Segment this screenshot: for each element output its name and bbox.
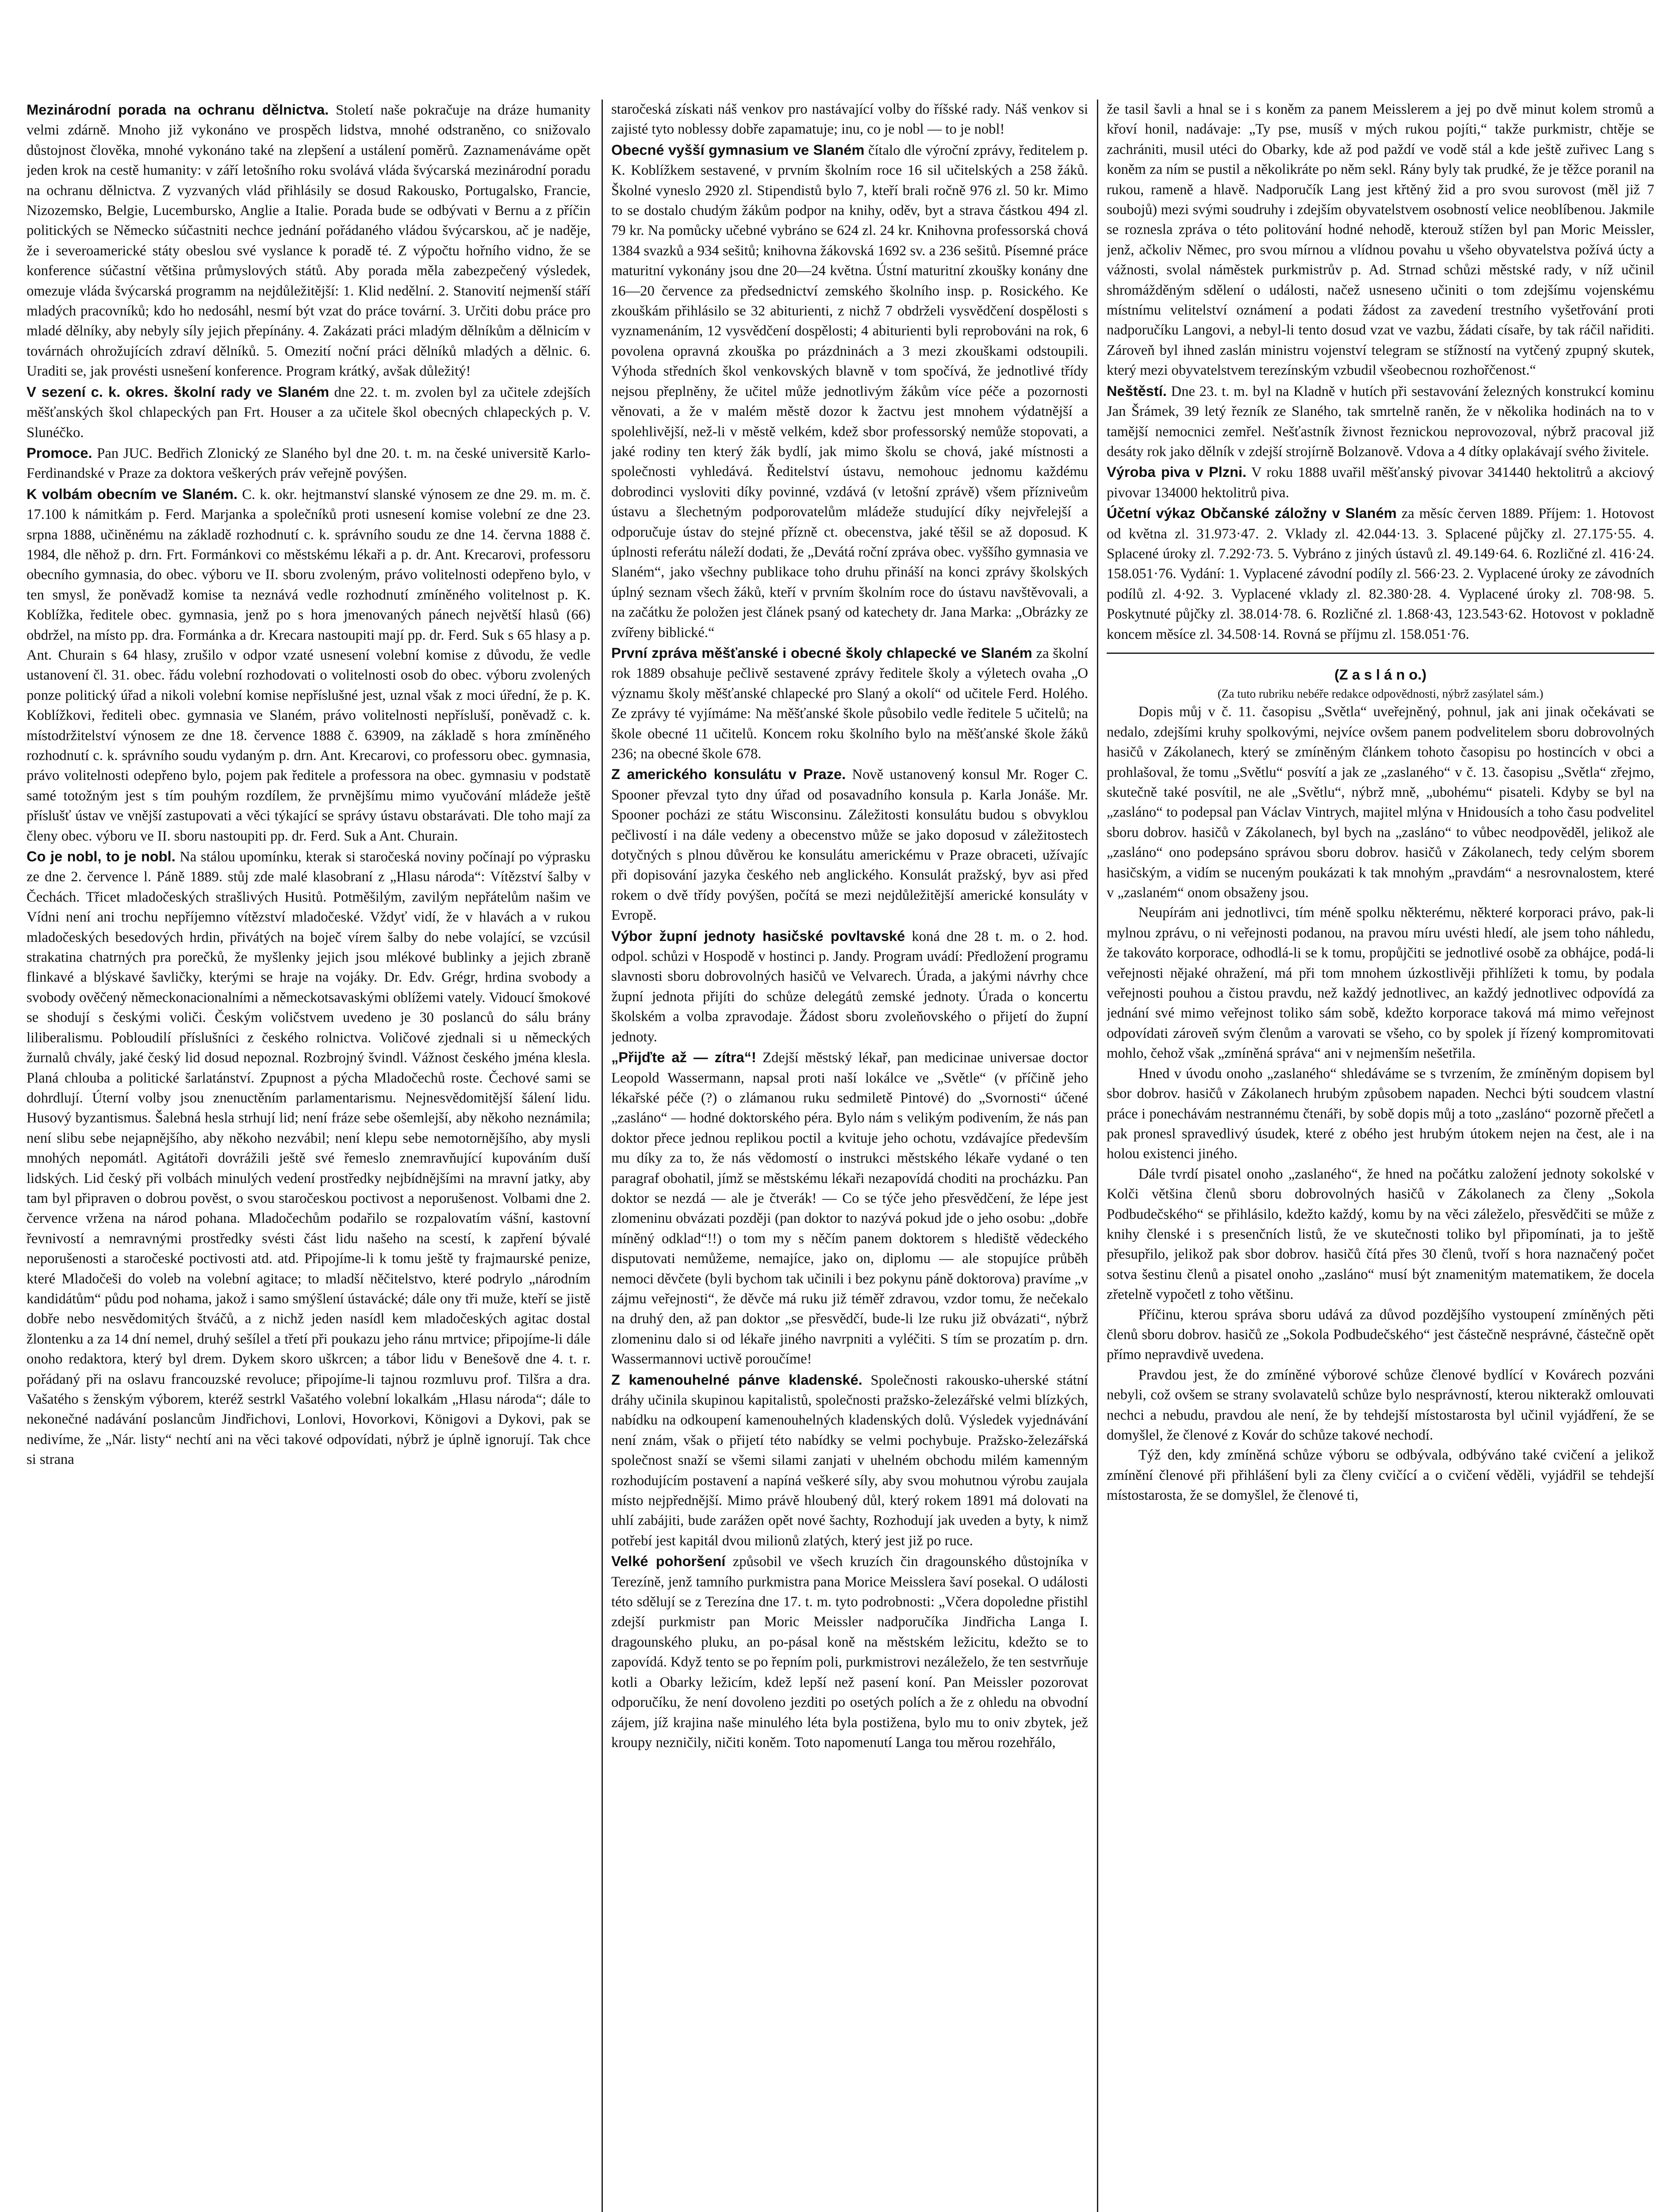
article-headline: Výroba piva v Plzni. <box>1107 464 1247 480</box>
article-paragraph <box>1107 664 1654 685</box>
article-paragraph <box>1107 1365 1654 1446</box>
article-paragraph <box>27 846 590 1470</box>
article-text: Týž den, kdy zmíněná schůze výboru se odbývala, odbýváno také cvičení a jelikož zmínění členové při přihlášení byli za členy cvičící a o cvičení věděli, vyjádřil se tehdejší místostarosta, že se domyšlel, že členové ti, <box>1107 1447 1654 1504</box>
article-paragraph <box>611 100 1088 140</box>
article-headline: K volbám obecním ve Slaném. <box>27 485 238 502</box>
section-divider <box>1107 653 1654 654</box>
article-paragraph <box>27 443 590 484</box>
article-headline: Mezinárodní porada na ochranu dělnictva. <box>27 101 329 118</box>
article-text: Dne 23. t. m. byl na Kladně v hutích při sestavování železných konstrukcí kominu Jan Šrámek, 39 letý řezník ze Slaného, tak smrtelně raněn, že v několika hodinách na to v tamější nemocnici zemřel. Nešťastník živnost řeznickou neprovozoval, nýbrž pracoval již desáty rok jako dělník v zdejší strojírně Bolzanově. Vdova a 4 dítky oplakávají svého živitele. <box>1107 383 1654 460</box>
article-headline: Velké pohoršení <box>611 1553 726 1570</box>
article-text: čítalo dle výroční zprávy, ředitelem p. K. Koblížkem sestavené, v prvním školním roce 16 sil učitelských a 258 žáků. Školné vyneslo 2920 zl. Stipendistů bylo 7, kteří brali ročně 976 zl. 50 kr. Mimo to se dostalo chudým žákům podpor na knihy, oděv, byt a strava částkou 494 zl. 79 kr. Na pomůcky učebné vybráno se 624 zl. 24 kr. Knihovna professorská chová 1384 svazků a 934 sešitů; knihovna žákovská 1692 sv. a 236 sešitů. Písemné práce maturitní vykonány jsou dne 20—24 května. Ústní maturitní zkoušky konány dne 16—20 července za předsednictví zemského školního insp. p. Rosického. Ke zkouškám přihlásilo se 32 abiturienti, z nichž 7 obdrželi vysvědčení dospělosti s vyznamenáním, 12 vysvědčení dospělosti; 4 abiturienti byli reprobováni na rok, 6 povolena opravná zkouška po prázdninách a 3 mezi zkouškami odstoupili. Výhoda středních škol venkovských blavně v tom spočívá, že jednotlivé třídy nejsou přeplněny, že učitel může jednotlivým žákům více péče a pozornosti věnovati, a že v malém městě dozor k žactvu jest mnohem výdatnější a spolehlivější, než-li v městě velkém, kdež sbor professorský nemůže stopovati, a jaké rodiny ten který žák bydlí, jak mimo školu se chová, jaké místnosti a společnosti vyhledává. Ředitelství ústavu, nemohouc jednomu každému dobrodinci vysloviti díky povinné, vzdává (v letošní zprávě) všem přízniveům ústavu a šlechetným podporovatelům mládeže studující díky nejvřelejší a odporučuje ústav do stejné přízně ct. obecenstva, jaké těšil se až doposud. K úplnosti referátu náleží dodati, že „Devátá roční zpráva obec. vyššího gymnasia ve Slaném“, jako všechny publikace toho druhu přináší na konci zprávy školských úplný seznam všech žáků, kteří v prvním školním roce do ústavu navštěvovali, a na začátku že položen jest článek psaný od katechety dr. Jana Marka: „Obrázky ze zvířeny biblické.“ <box>611 142 1088 641</box>
article-paragraph <box>1107 903 1654 1064</box>
article-text: za měsíc červen 1889. Příjem: 1. Hotovost od května zl. 31.973·47. 2. Vklady zl. 42.044·13. 3. Splacené půjčky zl. 27.175·55. 4. Splacené úroky zl. 7.292·73. 5. Vybráno z jiných ústavů zl. 49.149·64. 6. Rozličné zl. 416·24. 158.051·76. Vydání: 1. Vyplacené závodní podíly zl. 566·23. 2. Vyplacené úroky ze závodních podílů zl. 4·92. 3. Vyplacené vklady zl. 82.380·28. 4. Vyplacené úroky zl. 708·98. 5. Poskytnuté půjčky zl. 38.014·78. 6. Rozličné zl. 1.868·43, 123.543·62. Hotovost v pokladně koncem měsíce zl. 34.508·14. Rovná se příjmu zl. 158.051·76. <box>1107 506 1654 642</box>
article-text: Zdejší městský lékař, pan medicinae universae doctor Leopold Wassermann, napsal proti naší lokálce ve „Světle“ (v příčině jeho lékařské péče (?) o zlámanou ruku sedmiletě Pintové) do „Svornosti“ účené „zasláno“ — hodné doktorského péra. Bylo nám s velikým podivením, že nás pan doktor přece jednou replikou poctil a kvituje jeho ochotu, vzdávajíce především mu díky za to, že nás vědomostí o instrukci městského lékaře vydané o ten paragraf obohatil, jímž se městskému lékaři nezapovídá choditi na procházku. Pan doktor se nezdá — ale je čtverák! — Co se týče jeho přesvědčení, že lépe jest zlomeninu obvázati později (pan doktor to nazývá pokud jde o jeho osobu: „dobře míněný odklad“!!) o tom my s něčím panem doktorem s hlediště vědeckého disputovati nemůžeme, nemajíce, jako on, diplomu — ale stopujíce průběh nemoci děvčete (byli bychom tak učinili i bez pokynu páně doktorova) pravíme „v zájmu veřejnosti“, že děvče má ruku již téměř zdravou, vzdor tomu, že nečekalo na druhý den, až pan doktor „se přesvědčí, bude-li lze ruku již obvázati“, nýbrž zlomeninu dalo si od lékaře jiného navrpniti a vyléčiti. S tím se prozatím p. drn. Wassermannovi uctivě poroučíme! <box>611 1050 1088 1367</box>
article-headline: Z kamenouhelné pánve kladenské. <box>611 1371 862 1388</box>
article-headline: Z amerického konsulátu v Praze. <box>611 766 846 783</box>
article-headline: První zpráva měšťanské i obecné školy chlapecké ve Slaném <box>611 644 1032 661</box>
article-paragraph <box>27 484 590 846</box>
article-text: Dopis můj v č. 11. časopisu „Světla“ uveřejněný, pohnul, jak ani jinak očekávati se nedalo, zdejšími kruhy spolkovými, nejvíce ovšem panem podvelitelem sboru dobrovolných hasičů v Zákolanech, který se zmíněným článkem tohoto časopisu po hostincích v obci a prohlašoval, že tomu „Světlu“ posvítí a jak ze „zaslaného“ v č. 13. časopisu „Světla“ zřejmo, skutečně také posvítil, ne ale „Světlu“, nýbrž mně, „ubohému“ pisateli. Kdyby se byl na „zasláno“ to podepsal pan Václav Vintrych, majitel mlýna v Hnidousích a toho času podvelitel sboru dobrov. hasičů v Zákolanech, byl bych na „zasláno“ to vůbec neodpověděl, jelikož ale „zasláno“ ono podepsáno správou sboru dobrov. hasičů v Zákolanech, tedy celým sborem hasičským, a vidím se nuceným poukázati k tak mnohým „pravdám“ a nesrovnalostem, které v „zaslaném“ onom obsaženy jsou. <box>1107 704 1654 901</box>
article-headline: Co je nobl, to je nobl. <box>27 848 176 865</box>
newspaper-page <box>27 100 1654 2212</box>
article-headline: Výbor župní jednoty hasičské povltavské <box>611 927 905 944</box>
article-headline: (Z a s l á n o.) <box>1334 666 1427 683</box>
article-paragraph <box>611 926 1088 1047</box>
article-paragraph <box>611 764 1088 926</box>
article-paragraph <box>27 382 590 443</box>
article-paragraph <box>27 100 590 382</box>
article-paragraph <box>611 1551 1088 1753</box>
article-text: staročeská získati náš venkov pro nastávající volby do říšské rady. Náš venkov si zajisté tyto noblessy dobře zapamatuje; inu, co je nobl — to je nobl! <box>611 101 1088 138</box>
article-text: Dále tvrdí pisatel onoho „zaslaného“, že hned na počátku založení jednoty sokolské v Kolči většina členů sboru dobrovolných hasičů v Zákolanech za členy „Sokola Podbudečského“ se přihlásilo, kdežto každý, komu by na věci záleželo, přesvědčiti se může z knihy členské i s presenčních listů, že ve skutečnosti toliko byl připomínati, ja to ještě přesupřilo, jelikož pak sbor dobrov. hasičů čítá přes 30 členů, tvoří s hora naznačený počet sotva šestinu členů a pisatel onoho „zasláno“ musí být znamenitým matematikem, že docela zřetelně vypočetl z toho většinu. <box>1107 1166 1654 1303</box>
article-headline: Promoce. <box>27 444 92 461</box>
article-text: Společnosti rakousko-uherské státní dráhy učinila skupinou kapitalistů, společnosti pražsko-železářské velmi blízkých, nabídku na odkoupení kamenouhelných kladenských dolů. Výsledek vyjednávání není znám, však o přijetí této nabídky se velmi pochybuje. Pražsko-železářská společnost snaží se všemi silami zanjati v uhelném obchodu milém kamenným rozhodujícím postavení a napíná veškeré síly, aby svou mohutnou výrobu zaujala místo nejpřednější. Mimo právě hloubený důl, který rokem 1891 má dolovati na uhlí zabájiti, bude zarážen opět nové šachty, Rozhodují jak uveden a byty, k nimž potřebí jest kapitál dvou milionů zlatých, který jest již po ruce. <box>611 1372 1088 1549</box>
article-text: Na stálou upomínku, kterak si staročeská noviny počínají po výprasku ze dne 2. července l. Páně 1889. stůj zde malé klasobraní z „Hlasu národa“: Vítězství šalby v Čechách. Třicet mladočeských strašlivých Husitů. Potměšilým, zavilým nepřátelům našim ve Vídni není ani trochu nepříjemno vítězství mladočeské. Vždyť vidí, že v hlavách a v rukou mladočeských besedových hrdin, přivátých na boječ vírem šalby do nebe volající, se vzcúsil strakatina chatrných pra porečků, že myšlenky jejich jsou mlékové bublinky a jejich zbraně flinkavé a blýskavé šavličky, kterými se hraje na vojáky. Dr. Edv. Grégr, hrdina svobody a svobody ověčený německonacionalními a německotsavaskými oblížemi vately. Vidoucí šmokové se shodují s českými voliči. Českým voličstvem uvedeno je 30 poslanců do sálu brány liliberalismu. Pobloudilí příslušníci z českého rolnictva. Voličové zjednali si u německých žurnalů chvály, jaké český lid dosud nepoznal. Rozbrojný švindl. Vážnost českého jména klesla. Planá chlouba a politické šarlatánství. Zpupnost a pýcha Mladočechů roste. Čechové sami se dohrdlují. Úterní volby jsou znenuctěním parlamentarismu. Nejnesvědomitější šálení lidu. Husový byzantismus. Šalebná hesla strhují lid; není fráze sebe ošemlejší, aby někoho neznámila; není slibu sebe nejapnějšího, aby někoho nezvábil; není klepu sebe nemotornějšího, aby mysli mnohých nepomátl. Agitátoři dovrážili ještě své řemeslo znemravňující kupováním duší lidských. Lid český při volbách minulých vedení prostředky nejbídnějšími na mravní jatky, aby tam byl připraven o dobrou pověst, o svou staročeskou poctivost a neporušenost. Volbami dne 2. července vržena na národ pohana. Mladočechům podařilo se rozpalovatím vášní, kastovní řevnivostí a nemravnými prostředky svésti část lidu našeho na scestí, k zapření bývalé neporušenosti a staročeské poctivosti atd. atd. Připojíme-li k tomu ještě ty frajmaurské penize, které Mladočeši do voleb na volební agitace; to mladší něčitelstvo, které podrylo „národním kandidátům“ půdu pod nohama, jakož i samo smýšlení ústavácké; dále ony tři muže, kteří se jistě dobře nebo nesvědomitých štváčů, a z nichž jeden nasídl kem mladočeských agitac dostal žlontenku a za 14 dní nemel, druhý sešílel a třetí při poukazu jeho ránu mrtvice; připojíme-li dále onoho redaktora, který byl drem. Dykem skoro uškrcen; a tábor lidu v Benešově dne 4. t. r. pořádaný při na oslavu francouzské revoluce; připojíme-li tajnou rozmluvu prof. Tilšra a dra. Vašatého s ženským výborem, kteréž sestrkl Vašatého volební lokalkám „Hlasu národa“; dále to nekonečné nadávání poslancům Jindřichovi, Lonlovi, Hovorkovi, Königovi a Dykovi, pak se nedivíme, že „Nár. listy“ nechtí ani na věci takové odpovídati, nýbrž je úplně ignorují. Tak chce si strana <box>27 849 590 1468</box>
article-text: za školní rok 1889 obsahuje pečlivě sestavené zprávy ředitele školy a výletech ovaha „O významu školy měšťanské chlapecké pro Slaný a okolí“ od učitele Ferd. Holého. Ze zprávy té vyjímáme: Na měšťanské škole působilo vedle ředitele 5 učitelů; na škole obecné 11 učitelů. Koncem roku školního bylo na měšťanské škole žáků 236; na obecné škole 678. <box>611 645 1088 762</box>
column-2 <box>611 100 1088 2212</box>
article-headline: Neštěstí. <box>1107 382 1167 399</box>
column-rule <box>602 100 603 2212</box>
article-text: Nově ustanovený konsul Mr. Roger C. Spooner převzal tyto dny úřad od posavadního konsula p. Karla Jonáše. Mr. Spooner pocházi ze státu Wisconsinu. Záležitosti konsulátu budou s obvyklou pečlivostí i na dále vedeny a obecenstvo může se jako doposud v záležitostech dotyčných s plnou důvěrou ke konsulátu americkému v Praze obraceti, užívajíc při dopisování jazyka českého neb anglického. Konsulát pražský, byv asi před rokem o dvě třídy povýšen, počítá se mezi nejdůležitější americké konsuláty v Evropě. <box>611 767 1088 924</box>
article-text: Století naše pokračuje na dráze humanity velmi zdárně. Mnoho již vykonáno ve prospěch lidstva, mnohé odstraněno, co snižovalo důstojnost člověka, mnohé vykonáno také na zlepšení a ustálení poměrů. Zaznamenáváme opět jeden krok na cestě humanity: v září letošního roku svolává vláda švýcarská mezinárodní poradu na ochranu dělnictva. Z vyzvaných vlád přihlásily se dosud Rakousko, Portugalsko, Francie, Nizozemsko, Belgie, Lucembursko, Anglie a Italie. Porada bude se odbývati v Bernu a z příčin politických se Německo súčastniti nechce jednání pořádaného vládou švýcarskou, ač je naděje, že i severoamerické státy obeslou své vyslance k poradě té. Z výpočtu hořního vidno, že se konference súčastní většina průmyslových států. Aby porada měla zabezpečený výsledek, omezuje vláda švýcarská programm na nejdůležitější: 1. Klid nedělní. 2. Stanovití nejmenší stáří mladých pracovníků; kdo ho nedosáhl, nesmí být vzat do práce tovární. 3. Určiti dobu práce pro mladé dělníky, aby nebyly síly jejich přepínány. 4. Zakázati práci mladým dělníkům a dělnicím v továrnách ohrožujících zdraví dělníků. 5. Omezití noční práci dělníků mladých a dělnic. 6. Uraditi se, jak provésti usnešení konference. Program krátký, avšak důležitý! <box>27 102 590 380</box>
article-paragraph <box>611 1370 1088 1551</box>
article-paragraph <box>1107 381 1654 462</box>
article-paragraph <box>1107 1445 1654 1505</box>
article-text: Neupírám ani jednotlivci, tím méně spolku některému, některé korporaci právo, pak-li mylnou zprávu, o ni veřejnosti podanou, na pravou míru uvésti hledí, ale jsem toho náhledu, že takováto korporace, odhodlá-li se k tomu, propůjčiti se jednotlivé osobě za obhájce, podá-li veřejnosti nějaké ohražení, má při tom mnohem úzkostlivěji přihlížeti k tomu, by podala veřejnosti pouhou a čistou pravdu, než každý jednotlivec, an každý jednotlivec odpovídá za jednání své mimo veřejnost toliko sám sobě, kdežto korporace taková má mimo veřejnost odpovídati zároveň svým členům a varovati se všeho, co by spolek jí řízený kompromitovati mohlo, čehož však „zmíněná správa“ ani v nejmenším nešetřila. <box>1107 905 1654 1062</box>
column-rule <box>1097 100 1098 2212</box>
article-text: Pravdou jest, že do zmíněné výborové schůze členové bydlící v Kovárech pozváni nebyli, což ovšem se strany svolavatelů schůze bylo nesprávností, kterou nikterakž omlouvati nechci a nebudu, pravdou ale není, že by tehdejší místostarosta byl učinil vyjádření, že se domyšlel, že členové z Kovár do schůze takové nechodí. <box>1107 1367 1654 1443</box>
article-paragraph <box>1107 462 1654 503</box>
article-text: koná dne 28 t. m. o 2. hod. odpol. schůzi v Hospodě v hostinci p. Jandy. Program uvádí: Předložení programu slavnosti sboru dobrovolných hasičů ve Velvarech. Úrada, a jakými návrhy chce župní jednota přijíti do schůze delegátů zemské jednoty. Úrada o koncertu školském a volba zpravodaje. Žádost sboru zvoleňovského o přijetí do župní jednoty. <box>611 928 1088 1045</box>
article-text: (Za tuto rubriku nebéře redakce odpovědnosti, nýbrž zasýlatel sám.) <box>1217 687 1544 701</box>
article-text: V roku 1888 uvařil měšťanský pivovar 341440 hektolitrů a akciový pivovar 134000 hektolitrů piva. <box>1107 465 1654 501</box>
column-1 <box>27 100 590 2212</box>
article-paragraph <box>1107 1305 1654 1365</box>
article-paragraph <box>1107 100 1654 381</box>
article-paragraph <box>611 643 1088 764</box>
article-headline: „Přijďte až — zítra“! <box>611 1049 756 1066</box>
article-headline: V sezení c. k. okres. školní rady ve Slaném <box>27 383 330 400</box>
article-text: způsobil ve všech kruzích čin dragounského důstojníka v Terezíně, jenž tamního purkmistra pana Morice Meisslera šaví posekal. O události této sdělují se z Terezína dne 17. t. m. tyto podrobnosti: „Včera dopoledne přistihl zdejší purkmistr pan Moric Meissler nadporučíka Jindřicha Langa I. dragounského pluku, an po-pásal koně na městském ležicitu, kdežto se to zapovídá. Když tento se po řepním poli, purkmistrovi nezáleželo, že ten sestvrňuje kotli a Obarky ležicím, kdež lepší než pasení koní. Pan Meissler pozorovat odporučíku, že není dovoleno jezditi po osetých polích a že z ohledu na obvodní zájem, jíž krajina naše minulého léta byla postižena, bylo mu to oniv zbytek, jež kroupy nezničily, ničiti koněm. Toto napomenutí Langa tou měrou rozehřálo, <box>611 1554 1088 1751</box>
article-paragraph <box>1107 685 1654 702</box>
article-headline: Obecné vyšší gymnasium ve Slaném <box>611 141 865 158</box>
article-paragraph <box>611 1047 1088 1370</box>
article-headline: Účetní výkaz Občanské záložny v Slaném <box>1107 505 1397 522</box>
article-text: že tasil šavli a hnal se i s koněm za panem Meisslerem a jej po dvě minut kolem stromů a křoví honil, nadávaje: „Ty pse, musíš v mých rukou pojíti,“ takže purkmistr, chtěje se zachrániti, musil utéci do Obarky, kde až pod paždí ve vodě stál a kde ještě zuřivec Lang s koněm za ním se pustil a několikráte po něm sekl. Rány byly tak prudké, že je těžce poranil na rukou, rameně a hlavě. Nadporučík Lang jest křtěný žid a pro svou surovost (měl již 7 soubojů) mezi svými soudruhy i zdejším obyvatelstvem osobností velice neoblíbenou. Jakmile se roznesla zpráva o této politování hodné nehodě, kterouž stížen byl pan Moric Meissler, jenž, ačkoliv Němec, pro svou mírnou a vlídnou povahu u všeho obyvatelstva požívá úcty a vážnosti, svolal náměstek purkmistrův p. Ad. Strnad schůzi městské rady, v níž učinil shromážděným sdělení o události, načež usneseno učiniti o tom zdejšímu vojenskému místnímu velitelství oznámení a podati žádost za zavedení trestního vyšetřování proti nadporučíku Langovi, a nebyl-li tento dosud vzat ve vazbu, žádati císaře, by tak ráčil nařiditi. Zároveň byl ihned zaslán ministru vojenství telegram se stížností na vytčený zpupný skutek, který mezi obyvatelstvem terezínským vzbudil všeobecnou rozhořčenost.“ <box>1107 101 1654 379</box>
article-text: Pan JUC. Bedřich Zlonický ze Slaného byl dne 20. t. m. na české universitě Karlo-Ferdinandské v Praze za doktora veškerých práv veřejně povýšen. <box>27 445 590 482</box>
column-3 <box>1107 100 1654 2212</box>
article-text: C. k. okr. hejtmanství slanské výnosem ze dne 29. m. m. č. 17.100 k námitkám p. Ferd. Marjanka a společníků proti usnesení komise volební ze dne 23. srpna 1888, učiněnému na základě rozhodnutí c. k. správního soudu ze dne 14. června 1888 č. 1984, dle něhož p. drn. Frt. Formánkovi co městskému lékaři a p. dr. Ant. Krecarovi, professoru obecního gymnasia, do obec. výboru ve II. sboru zvoleným, právo volitelnosti odepřeno bylo, v ten smysl, že poněvadž komise ta neznává vedle rozhodnutí zmíněného volitelnost p. K. Koblížka, ředitele obec. gymnasia, jenž po s hora jmenovaných pánech největší hlasů (66) obdržel, na místo pp. dra. Formánka a dr. Krecara nastoupiti mají pp. dr. Ferd. Suk s 65 hlasy a p. Ant. Churain s 64 hlasy, zrušilo v odpor vzaté usnesení volební komise z důvodu, že vedle ustanovení čl. 31. obec. řádu volební rozhodovati o volitelnosti osob do obec. výboru zvolených ponze politický úřad a nikoli volební komise nepříslušné jest, uznal však z moci úřední, že p. K. Koblížkovi, řediteli obec. gymnasia ve Slaném, právo volitelnosti nepřísluší, poněvadž c. k. místodržitelství výnosem ze dne 18. července 1888 č. 63909, na základě s hora zmíněného rozhodnutí c. k. správního soudu vydaným p. drn. Ant. Krecarovi, co professoru obec. gymnasia, právo volitelnosti odepřeno bylo, pojem pak ředitele a professora na obec. gymnasiu v podstatě samé totožným jest s tím pouhým rozdílem, že prvnějšímu mimo vyučování mládeže ještě příslušť ústav ve vnější zastupovati a věci týkající se správy ústavu obstarávati. Dle toho mají za členy obec. výboru ve II. sboru nastoupiti pp. dr. Ferd. Suk a Ant. Churain. <box>27 486 590 844</box>
article-text: Hned v úvodu onoho „zaslaného“ shledáváme se s tvrzením, že zmíněným dopisem byl sbor dobrov. hasičů v Zákolanech hrubým způsobem napaden. Nechci býti soudcem vlastní práce i ponechávám nestrannému čtenáři, by sobě dopis můj a toto „zasláno“ pozorně přečetl a pak pronesl spravedlivý úsudek, které z obého jest hrubým útokem nejen na čest, ale i na holou existenci jiného. <box>1107 1065 1654 1162</box>
article-paragraph <box>1107 1164 1654 1305</box>
article-text: dne 22. t. m. zvolen byl za učitele zdejších měšťanských škol chlapeckých pan Frt. Houser a za učitele škol obecných chlapeckých p. V. Slunéčko. <box>27 384 590 441</box>
article-paragraph <box>611 140 1088 643</box>
article-paragraph <box>1107 1064 1654 1164</box>
article-paragraph <box>1107 503 1654 645</box>
article-text: Příčinu, kterou správa sboru udává za důvod pozdějšího vystoupení zmíněných pěti členů sboru dobrov. hasičů ze „Sokola Podbudečského“ jest částečně nesprávné, částečně opět přímo nepravdivě uvedena. <box>1107 1306 1654 1363</box>
article-paragraph <box>1107 702 1654 903</box>
